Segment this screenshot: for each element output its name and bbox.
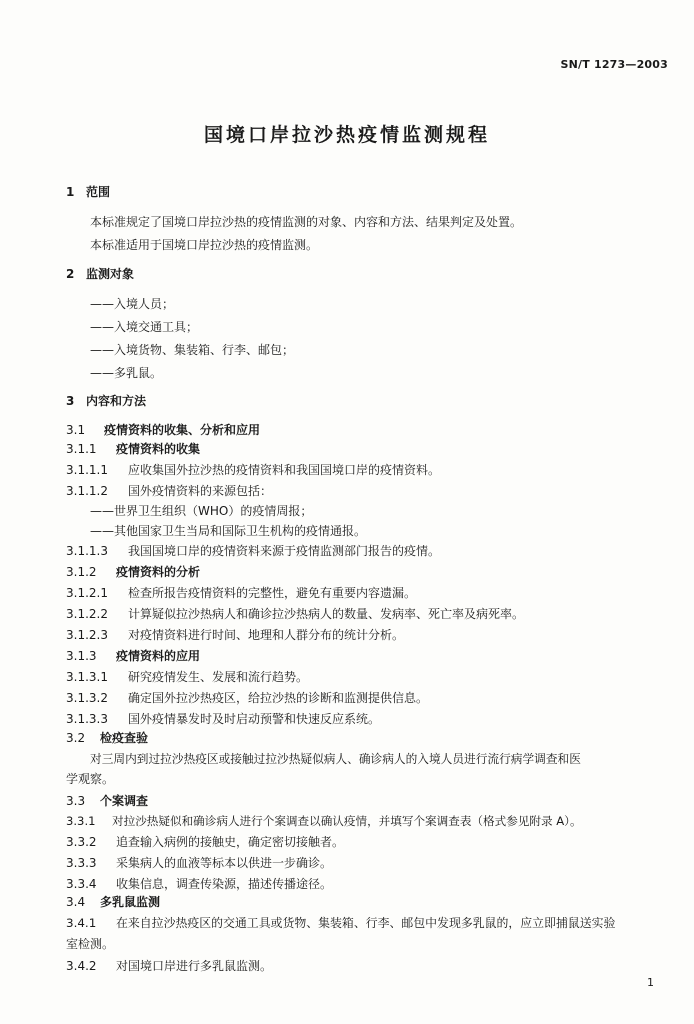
clause-text: 对疫情资料进行时间、地理和人群分布的统计分析。: [128, 628, 405, 642]
clause-text: 应收集国外拉沙热的疫情资料和我国国境口岸的疫情资料。: [128, 463, 441, 477]
clause-number: 3.4: [66, 895, 86, 909]
paragraph: 对三周内到过拉沙热疫区或接触过拉沙热疑似病人、确诊病人的入境人员进行流行病学调查和医: [90, 752, 581, 766]
clause-3-3-2: [66, 834, 344, 850]
clause-3-2: [66, 730, 148, 746]
clause-text: 对拉沙热疑似和确诊病人进行个案调查以确认疫情，并填写个案调查表（格式参见附录 A）。: [112, 814, 582, 828]
clause-3-1-1-1: [66, 462, 440, 478]
section-label: 监测对象: [86, 267, 135, 281]
section-label: 范围: [86, 185, 111, 199]
section-label: 内容和方法: [86, 394, 147, 408]
clause-text: 研究疫情发生、发展和流行趋势。: [128, 670, 309, 684]
clause-3-1-3-2: [66, 690, 428, 706]
clause-text: 对国境口岸进行多乳鼠监测。: [116, 959, 273, 973]
clause-text: 计算疑似拉沙热病人和确诊拉沙热病人的数量、发病率、死亡率及病死率。: [128, 607, 525, 621]
clause-number: 3.1.3.2: [66, 691, 108, 705]
clause-text: 检查所报告疫情资料的完整性，避免有重要内容遗漏。: [128, 586, 417, 600]
clause-number: 3.4.2: [66, 959, 97, 973]
clause-3-1-3-3: [66, 711, 380, 727]
clause-number: 3.1.2.2: [66, 607, 108, 621]
clause-3-4: [66, 894, 160, 910]
clause-number: 3.1.2.3: [66, 628, 108, 642]
section-1-heading: [66, 184, 110, 200]
clause-number: 3.1.1.2: [66, 484, 108, 498]
clause-number: 3.1.3.1: [66, 670, 108, 684]
clause-3-3-3: [66, 855, 332, 871]
clause-number: 3.1: [66, 423, 86, 437]
clause-text: 采集病人的血液等标本以供进一步确诊。: [116, 856, 333, 870]
section-number: 3: [66, 394, 75, 408]
paragraph-continuation: 学观察。: [66, 772, 115, 786]
clause-3-3-1: [66, 813, 582, 829]
section-3-heading: [66, 393, 146, 409]
clause-number: 3.3.1: [66, 814, 96, 828]
clause-label: 疫情资料的应用: [116, 649, 201, 663]
clause-number: 3.1.1.3: [66, 544, 108, 558]
list-item: ——入境货物、集装箱、行李、邮包；: [90, 343, 295, 357]
clause-number: 3.1.3.3: [66, 712, 108, 726]
clause-3-3-4: [66, 876, 332, 892]
paragraph: 本标准规定了国境口岸拉沙热的疫情监测的对象、内容和方法、结果判定及处置。: [90, 215, 523, 229]
clause-3-1-3: [66, 648, 200, 664]
clause-3-1-2: [66, 564, 200, 580]
clause-text: 我国国境口岸的疫情资料来源于疫情监测部门报告的疫情。: [128, 544, 441, 558]
clause-3-1-1-3: [66, 543, 440, 559]
clause-3-4-1: [66, 915, 615, 931]
page-number: 1: [647, 976, 654, 989]
clause-label: 疫情资料的收集、分析和应用: [104, 423, 261, 437]
section-number: 1: [66, 185, 75, 199]
list-item: ——入境交通工具；: [90, 320, 199, 334]
clause-text: 追查输入病例的接触史，确定密切接触者。: [116, 835, 345, 849]
clause-3-1-2-3: [66, 627, 404, 643]
clause-number: 3.1.1.1: [66, 463, 108, 477]
clause-label: 个案调查: [100, 794, 149, 808]
clause-number: 3.1.3: [66, 649, 97, 663]
clause-text: 在来自拉沙热疫区的交通工具或货物、集装箱、行李、邮包中发现多乳鼠的，应立即捕鼠送实验: [116, 916, 616, 930]
clause-number: 3.4.1: [66, 916, 97, 930]
clause-3-1-3-1: [66, 669, 308, 685]
clause-3-3: [66, 793, 148, 809]
standard-code: SN/T 1273—2003: [560, 58, 668, 71]
clause-3-1-1: [66, 441, 200, 457]
clause-text: 确定国外拉沙热疫区，给拉沙热的诊断和监测提供信息。: [128, 691, 429, 705]
clause-3-1-2-1: [66, 585, 416, 601]
list-item: ——入境人员；: [90, 297, 175, 311]
clause-3-1-1-2: [66, 483, 272, 499]
section-number: 2: [66, 267, 75, 281]
clause-3-1-2-2: [66, 606, 524, 622]
clause-label: 检疫查验: [100, 731, 149, 745]
list-item: ——世界卫生组织（WHO）的疫情周报；: [90, 504, 313, 518]
clause-number: 3.3.2: [66, 835, 97, 849]
clause-number: 3.1.1: [66, 442, 97, 456]
clause-number: 3.2: [66, 731, 86, 745]
clause-label: 疫情资料的分析: [116, 565, 201, 579]
clause-number: 3.3.3: [66, 856, 97, 870]
clause-text: 国外疫情资料的来源包括：: [128, 484, 273, 498]
clause-number: 3.3: [66, 794, 86, 808]
document-title: 国境口岸拉沙热疫情监测规程: [203, 124, 490, 146]
clause-number: 3.1.2.1: [66, 586, 108, 600]
paragraph: 本标准适用于国境口岸拉沙热的疫情监测。: [90, 238, 319, 252]
list-item: ——其他国家卫生当局和国际卫生机构的疫情通报。: [90, 524, 367, 538]
clause-label: 多乳鼠监测: [100, 895, 161, 909]
clause-text: 国外疫情暴发时及时启动预警和快速反应系统。: [128, 712, 381, 726]
clause-3-1: [66, 422, 260, 438]
section-2-heading: [66, 266, 134, 282]
clause-3-4-2: [66, 958, 272, 974]
clause-number: 3.3.4: [66, 877, 97, 891]
clause-continuation: 室检测。: [66, 937, 115, 951]
clause-text: 收集信息，调查传染源，描述传播途径。: [116, 877, 333, 891]
clause-label: 疫情资料的收集: [116, 442, 201, 456]
clause-number: 3.1.2: [66, 565, 97, 579]
list-item: ——多乳鼠。: [90, 366, 163, 380]
